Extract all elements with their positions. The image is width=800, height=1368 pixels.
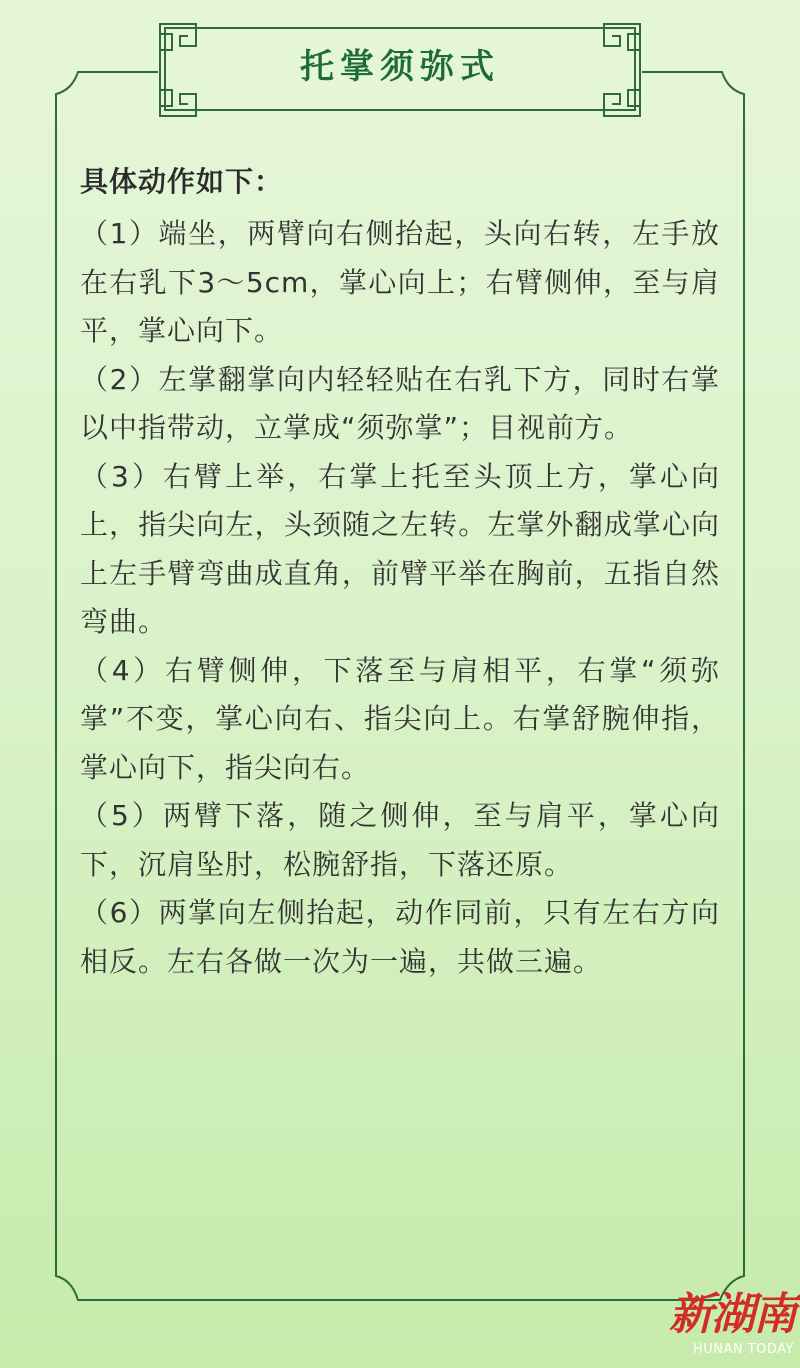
page-title: 托掌须弥式	[300, 47, 500, 87]
section-heading: 具体动作如下：	[80, 165, 284, 198]
step-paragraph-4: （4）右臂侧伸，下落至与肩相平，右掌“须弥掌”不变，掌心向右、指尖向上。右掌舒腕伸指，掌心向下，指尖向右。	[80, 653, 720, 784]
article-body	[80, 160, 720, 986]
logo-text: 新湖南	[669, 1289, 795, 1340]
step-paragraph-5: （5）两臂下落，随之侧伸，至与肩平，掌心向下，沉肩坠肘，松腕舒指，下落还原。	[80, 799, 720, 881]
step-paragraph-6: （6）两掌向左侧抬起，动作同前，只有左右方向相反。左右各做一次为一遍，共做三遍。	[80, 896, 720, 978]
step-paragraph-3: （3）右臂上举，右掌上托至头顶上方，掌心向上，指尖向左，头颈随之左转。左掌外翻成掌心向上左手臂弯曲成直角，前臂平举在胸前，五指自然弯曲。	[80, 459, 720, 638]
hunan-today-logo	[660, 1290, 795, 1360]
logo-subtext: HUNAN TODAY	[692, 1342, 794, 1357]
step-paragraph-1: （1）端坐，两臂向右侧抬起，头向右转，左手放在右乳下3～5cm，掌心向上；右臂侧伸，至与肩平，掌心向下。	[80, 217, 720, 347]
step-paragraph-2: （2）左掌翻掌向内轻轻贴在右乳下方，同时右掌以中指带动，立掌成“须弥掌”；目视前方。	[80, 362, 720, 444]
